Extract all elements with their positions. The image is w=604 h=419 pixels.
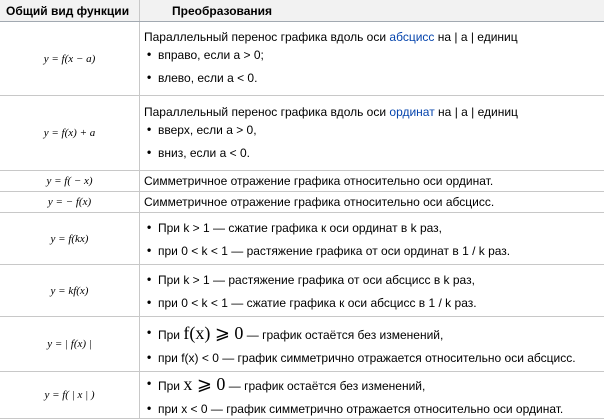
list-item: • при 0 < k < 1 — сжатие графика к оси абсцисс в 1 / k раз.	[144, 296, 600, 310]
table-row	[0, 192, 604, 213]
description-cell	[140, 265, 604, 317]
table-row	[0, 213, 604, 265]
description-cell	[140, 213, 604, 265]
formula-cell: y = | f(x) |	[0, 317, 140, 372]
table-row	[0, 265, 604, 317]
formula-cell: y = f(kx)	[0, 213, 140, 265]
bullet-list	[144, 48, 600, 85]
description-cell: Симметричное отражение графика относительно оси абсцисс.	[140, 192, 604, 213]
table-row	[0, 171, 604, 192]
bullet-list	[144, 123, 600, 160]
bullet-list	[144, 373, 600, 416]
formula-cell: y = kf(x)	[0, 265, 140, 317]
list-item: • При k > 1 — растяжение графика от оси абсцисс в k раз,	[144, 273, 600, 287]
header-transformations: Преобразования	[140, 0, 604, 22]
formula-cell: y = f(x − a)	[0, 22, 140, 96]
bullet-list	[144, 221, 600, 258]
math-expression: x ⩾ 0	[183, 373, 226, 394]
table-row	[0, 22, 604, 96]
description-cell	[140, 22, 604, 96]
description-cell	[140, 96, 604, 171]
abscissa-link[interactable]: абсцисс	[389, 30, 435, 44]
formula-cell: y = − f(x)	[0, 192, 140, 213]
table-row	[0, 317, 604, 372]
list-item: • При x ⩾ 0 — график остаётся без изменений,	[144, 377, 600, 393]
formula-cell: y = f(x) + a	[0, 96, 140, 171]
bullet-list	[144, 273, 600, 310]
formula-cell: y = f( − x)	[0, 171, 140, 192]
description-text: Параллельный перенос графика вдоль оси ординат на | a | единиц	[144, 104, 518, 119]
formula-cell: y = f( | x | )	[0, 372, 140, 419]
header-function-form: Общий вид функции	[0, 0, 140, 22]
ordinate-link[interactable]: ординат	[389, 104, 435, 119]
table-row	[0, 372, 604, 419]
list-item: • вправо, если a > 0;	[144, 48, 600, 62]
bullet-list	[144, 322, 600, 365]
description-text: Параллельный перенос графика вдоль оси абсцисс на | a | единиц	[144, 30, 518, 44]
list-item: • вниз, если a < 0.	[144, 146, 600, 160]
description-cell	[140, 372, 604, 419]
table-header-row	[0, 0, 604, 22]
table-row	[0, 96, 604, 171]
list-item: • при x < 0 — график симметрично отражается относительно оси ординат.	[144, 402, 600, 416]
description-cell	[140, 317, 604, 372]
list-item: • при 0 < k < 1 — растяжение графика от оси ординат в 1 / k раз.	[144, 244, 600, 258]
list-item: • влево, если a < 0.	[144, 71, 600, 85]
math-expression: f(x) ⩾ 0	[183, 322, 244, 343]
description-cell: Симметричное отражение графика относительно оси ординат.	[140, 171, 604, 192]
list-item: • При f(x) ⩾ 0 — график остаётся без изменений,	[144, 326, 600, 342]
list-item: • при f(x) < 0 — график симметрично отражается относительно оси абсцисс.	[144, 351, 600, 365]
list-item: • вверх, если a > 0,	[144, 123, 600, 137]
list-item: • При k > 1 — сжатие графика к оси ординат в k раз,	[144, 221, 600, 235]
